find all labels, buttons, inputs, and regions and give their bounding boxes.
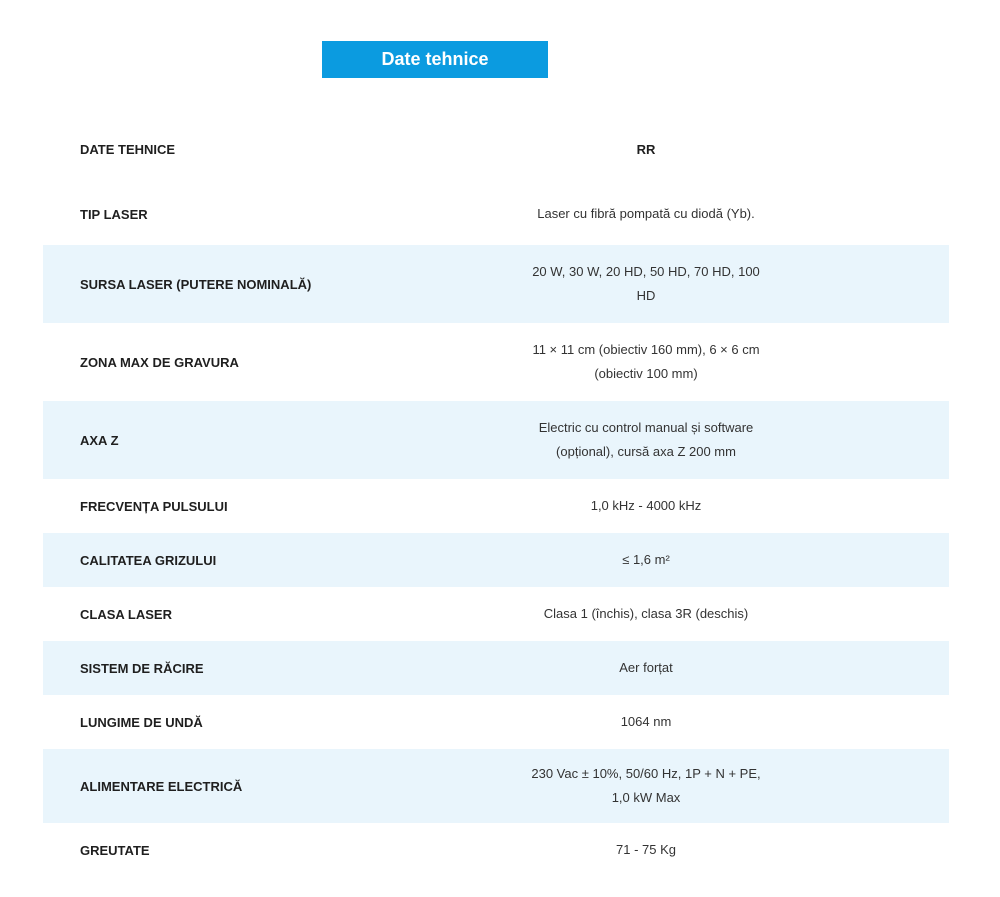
table-row <box>43 323 949 401</box>
row-label: GREUTATE <box>80 842 150 858</box>
row-label: FRECVENȚA PULSULUI <box>80 498 228 514</box>
table-header-row <box>43 116 949 183</box>
row-label: CLASA LASER <box>80 606 172 622</box>
table-row <box>43 641 949 695</box>
row-label: LUNGIME DE UNDĂ <box>80 714 203 730</box>
row-label: SISTEM DE RĂCIRE <box>80 660 204 676</box>
row-value: ≤ 1,6 m² <box>622 552 670 567</box>
tab-label: Date tehnice <box>381 49 489 69</box>
table-row <box>43 245 949 323</box>
row-label: CALITATEA GRIZULUI <box>80 552 217 568</box>
row-value: 1064 nm <box>620 714 672 729</box>
spec-table <box>43 116 949 877</box>
row-value: 230 Vac ± 10%, 50/60 Hz, 1P + N + PE, 1,0 kW Max <box>531 766 761 805</box>
row-value: Clasa 1 (închis), clasa 3R (deschis) <box>543 606 749 621</box>
row-label: TIP LASER <box>80 206 148 222</box>
table-row <box>43 479 949 533</box>
row-label: AXA Z <box>80 432 119 448</box>
row-value: Aer forțat <box>619 660 673 675</box>
header-value: RR <box>636 141 656 157</box>
row-value: 11 × 11 cm (obiectiv 160 mm), 6 × 6 cm (obiectiv 100 mm) <box>532 342 760 381</box>
row-value: 71 - 75 Kg <box>616 842 676 857</box>
table-row <box>43 823 949 877</box>
row-value: 1,0 kHz - 4000 kHz <box>590 498 702 513</box>
table-row <box>43 183 949 245</box>
header-label: DATE TEHNICE <box>80 142 176 157</box>
tab-date-tehnice[interactable] <box>322 41 548 78</box>
row-value: Laser cu fibră pompată cu diodă (Yb). <box>537 206 755 221</box>
row-label: ALIMENTARE ELECTRICĂ <box>80 778 243 794</box>
row-label: ZONA MAX DE GRAVURA <box>80 354 239 370</box>
table-row <box>43 749 949 823</box>
table-row <box>43 587 949 641</box>
row-value: Electric cu control manual și software (opțional), cursă axa Z 200 mm <box>538 420 754 459</box>
table-row <box>43 695 949 749</box>
table-row <box>43 401 949 479</box>
row-value: 20 W, 30 W, 20 HD, 50 HD, 70 HD, 100 HD <box>532 264 760 303</box>
table-row <box>43 533 949 587</box>
row-label: SURSA LASER (PUTERE NOMINALĂ) <box>80 276 312 292</box>
